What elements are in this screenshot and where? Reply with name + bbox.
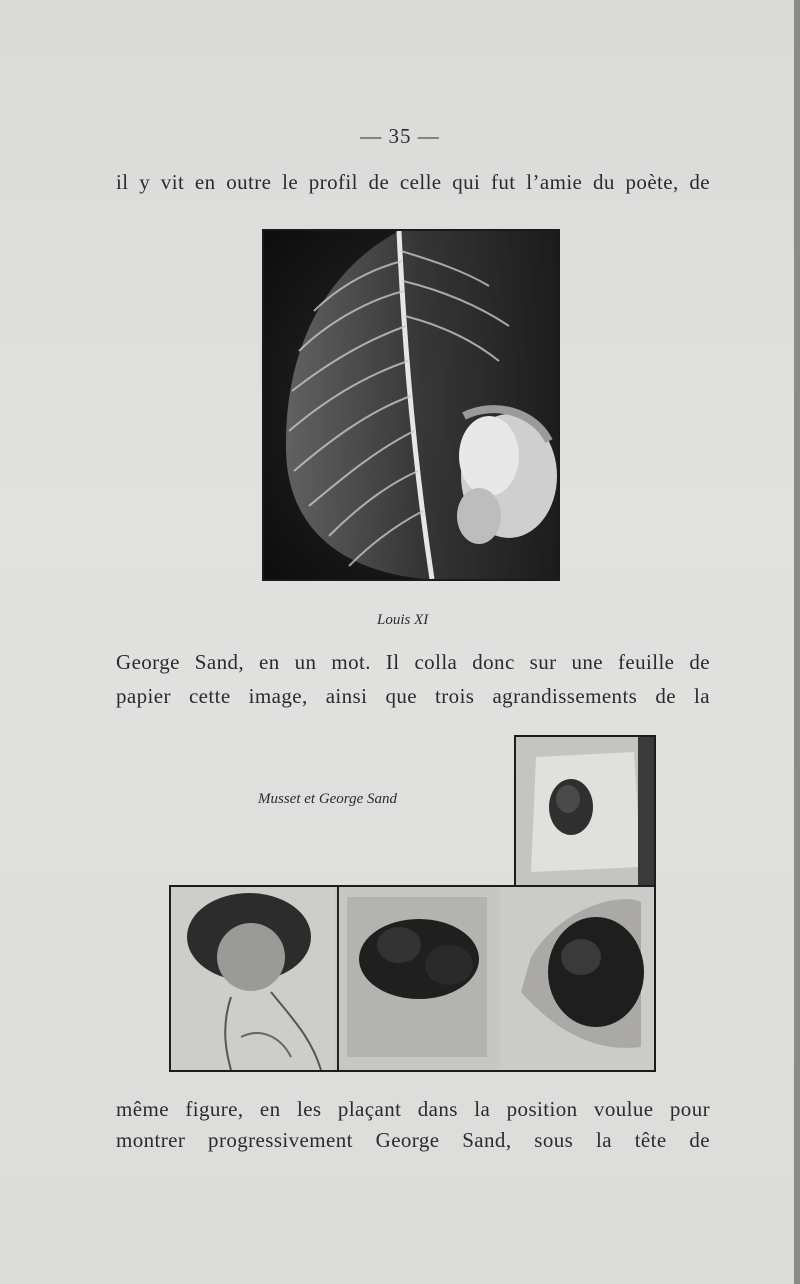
leaf-photograph [262,229,560,581]
composite-caption: Musset et George Sand [258,791,397,807]
text-line-2: George Sand, en un mot. Il colla donc sur une feuille de [116,650,710,674]
text-line-4: même figure, en les plaçant dans la position voulue pour [116,1097,710,1121]
portrait-1-image [171,887,334,1070]
portrait-3-image [501,887,654,1070]
portrait-panel-small [514,735,656,889]
text-line-3: papier cette image, ainsi que trois agrandissements de la [116,684,710,708]
portrait-2-image [339,887,499,1070]
leaf-caption: Louis XI [377,612,429,628]
text-line-1: il y vit en outre le profil de celle qui fut l’amie du poète, de [116,170,710,194]
small-portrait-image [516,737,654,887]
portrait-panel-1 [171,887,334,1070]
portrait-strip [169,885,656,1072]
portrait-panel-3 [501,887,654,1070]
text-line-5: montrer progressivement George Sand, sous la tête de [116,1128,710,1152]
page-edge [794,0,800,1284]
leaf-image [264,231,558,579]
page-number: — 35 — [360,124,440,148]
portrait-panel-2 [337,887,499,1070]
